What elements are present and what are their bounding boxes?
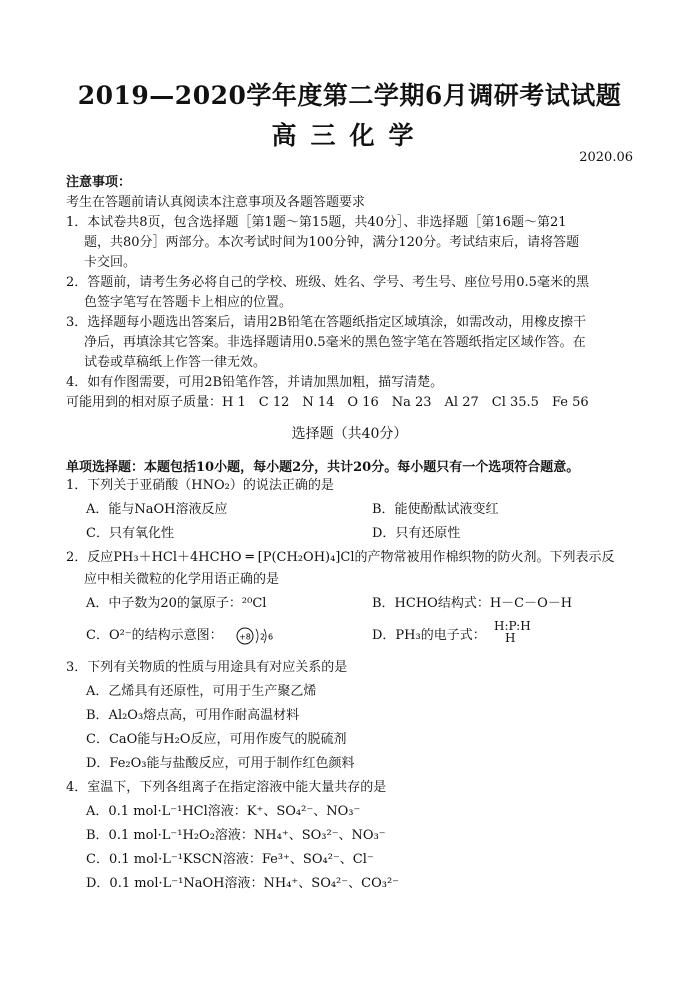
q2-stem-line-1: 2．反应PH₃＋HCl＋4HCHO ═ [P(CH₂OH)₄]Cl的产物常被用作棉织物的防火剂。下列表示反 [66,550,615,565]
notice-item-1-line-1: 1．本试卷共8页，包含选择题［第1题～第15题，共40分］、非选择题［第16题～第21 [66,215,567,230]
electron-shell-2-count: 6 [268,632,274,642]
q4-option-a: A．0.1 mol·L⁻¹HCl溶液：K⁺、SO₄²⁻、NO₃⁻ [86,804,361,819]
q1-option-c: C．只有氧化性 [86,526,174,541]
q3-stem: 3．下列有关物质的性质与用途具有对应关系的是 [66,660,348,675]
q1-option-d: D．只有还原性 [372,526,461,541]
ph3-electron-formula-top: H:P:H [494,619,531,633]
q1-option-b: B．能使酚酞试液变红 [372,502,499,517]
q2-stem-line-2: 应中相关微粒的化学用语正确的是 [84,572,280,587]
nucleus-charge: +8 [239,632,251,642]
ph3-electron-formula-bottom: H [505,631,516,645]
electron-shell-1-count: 2 [260,632,266,642]
q3-option-a: A．乙烯具有还原性，可用于生产聚乙烯 [86,684,317,699]
q2-option-d: D．PH₃的电子式： [372,628,486,643]
notice-item-1-line-3: 卡交回。 [84,255,137,270]
q4-option-c: C．0.1 mol·L⁻¹KSCN溶液：Fe³⁺、SO₄²⁻、Cl⁻ [86,852,374,867]
notice-item-3-line-3: 试卷或草稿纸上作答一律无效。 [84,355,267,370]
section-instruction: 单项选择题：本题包括10小题，每小题2分，共计20分。每小题只有一个选项符合题意。 [66,460,580,475]
notice-heading: 注意事项： [66,175,132,190]
q3-option-d: D．Fe₂O₃能与盐酸反应，可用于制作红色颜料 [86,756,355,771]
subject-title: 高三化学 [271,121,428,150]
exam-date: 2020.06 [579,150,633,165]
q2-option-a: A．中子数为20的氯原子：²⁰Cl [86,596,267,611]
q4-option-b: B．0.1 mol·L⁻¹H₂O₂溶液：NH₄⁺、SO₃²⁻、NO₃⁻ [86,828,386,843]
q1-stem: 1．下列关于亚硝酸（HNO₂）的说法正确的是 [66,478,334,493]
ph3-electron-formula [494,620,531,644]
q2-option-c: C．O²⁻的结构示意图： [86,628,223,643]
electron-shell-1 [256,629,258,643]
exam-title: 2019—2020学年度第二学期6月调研考试试题 [77,81,622,110]
q1-option-a: A．能与NaOH溶液反应 [86,502,228,517]
atomic-masses: 可能用到的相对原子质量：H 1 C 12 N 14 O 16 Na 23 Al 27 Cl 35.5 Fe 56 [66,395,589,410]
notice-intro: 考生在答题前请认真阅读本注意事项及各题答题要求 [66,195,366,210]
notice-item-3-line-2: 净后，再填涂其它答案。非选择题请用0.5毫米的黑色签字笔在答题纸指定区域作答。在 [84,335,586,350]
notice-item-2-line-1: 2．答题前，请考生务必将自己的学校、班级、姓名、学号、考生号、座位号用0.5毫米的黑 [66,275,589,290]
notice-item-3-line-1: 3．选择题每小题选出答案后，请用2B铅笔在答题纸指定区域填涂，如需改动，用橡皮擦干 [66,315,587,330]
notice-item-2-line-2: 色签字笔写在答题卡上相应的位置。 [84,295,293,310]
q2-option-b: B．HCHO结构式：H－C－O－H [372,596,573,611]
notice-item-1-line-2: 题，共80分］两部分。本次考试时间为100分钟，满分120分。考试结束后，请将答题 [84,235,580,250]
oxide-ion-structure-diagram [236,626,276,646]
notice-item-4: 4．如有作图需要，可用2B铅笔作答，并请加黑加粗，描写清楚。 [66,375,444,390]
section-title: 选择题（共40分） [291,426,408,442]
q3-option-b: B．Al₂O₃熔点高，可用作耐高温材料 [86,708,300,723]
q3-option-c: C．CaO能与H₂O反应，可用作废气的脱硫剂 [86,732,347,747]
q4-option-d: D．0.1 mol·L⁻¹NaOH溶液：NH₄⁺、SO₄²⁻、CO₃²⁻ [86,876,400,891]
q4-stem: 4．室温下，下列各组离子在指定溶液中能大量共存的是 [66,780,387,795]
